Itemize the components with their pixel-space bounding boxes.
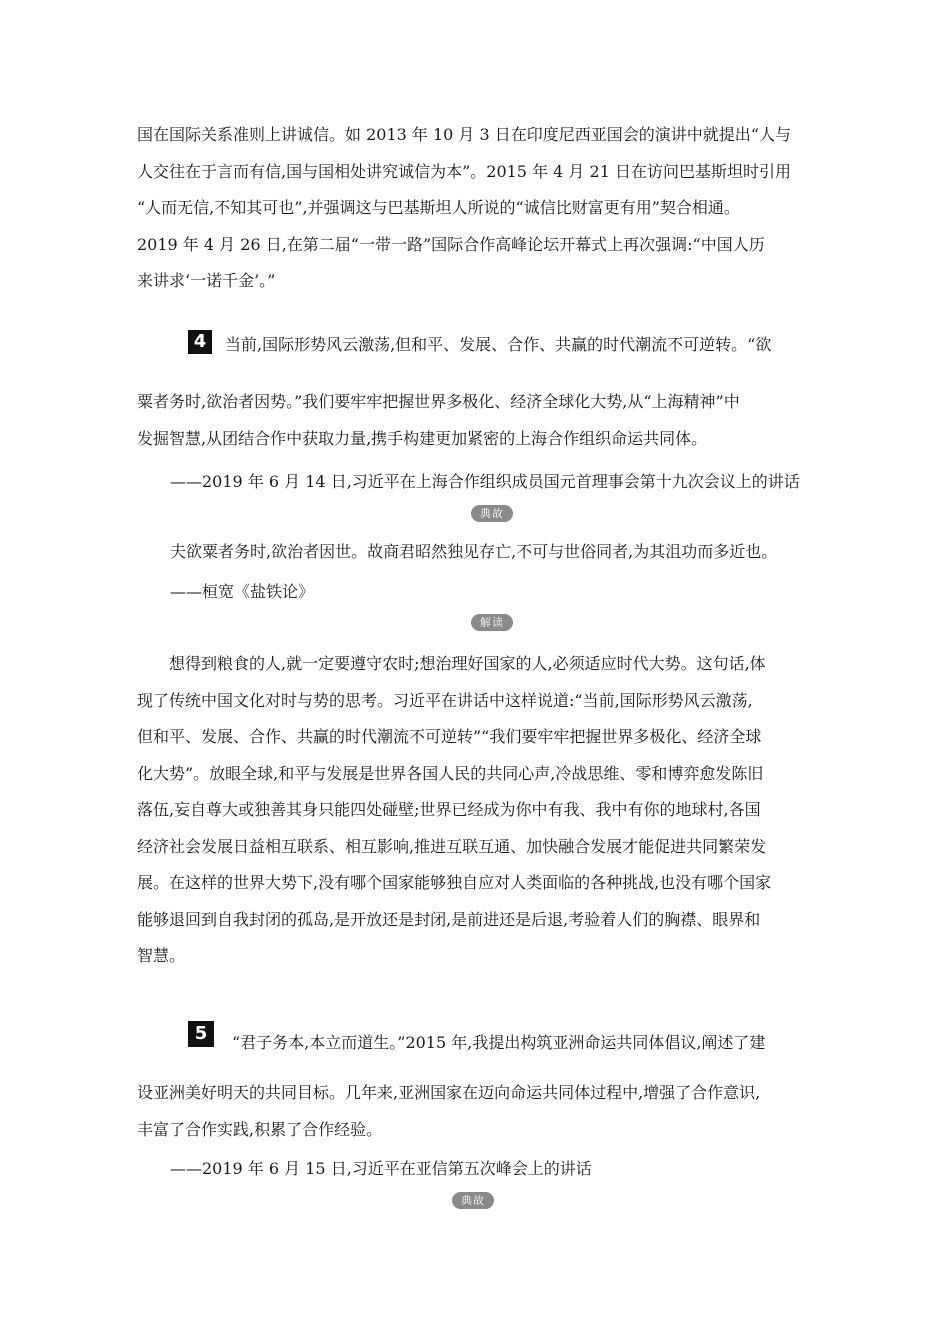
text-line: 展。在这样的世界大势下,没有哪个国家能够独自应对人类面临的各种挑战,也没有哪个国家 [137,873,772,892]
text-line: 想得到粮食的人,就一定要遵守农时;想治理好国家的人,必须适应时代大势。这句话,体 [169,654,766,673]
text-line: 但和平、发展、合作、共赢的时代潮流不可逆转”“我们要牢牢把握世界多极化、经济全球 [137,727,762,746]
quote-paragraph [137,384,827,457]
text-line: 来讲求‘一诺千金’。” [137,271,276,290]
text-line: 设亚洲美好明天的共同目标。几年来,亚洲国家在迈向命运共同体过程中,增强了合作意识, [137,1083,761,1102]
text-line: 智慧。 [137,946,186,965]
text-line: 粟者务时,欲治者因势。”我们要牢牢把握世界多极化、经济全球化大势,从“上海精神”中 [137,392,740,411]
text-line: 化大势”。放眼全球,和平与发展是世界各国人民的共同心声,冷战思维、零和博弈愈发陈旧 [137,763,764,783]
section-number-badge: 4 [188,330,212,354]
allusion-text: 夫欲粟者务时,欲治者因世。故商君昭然独见存亡,不可与世俗同者,为其沮功而多近也。 [170,542,778,561]
text-line: 经济社会发展日益相互联系、相互影响,推进互联互通、加快融合发展才能促进共同繁荣发 [137,836,767,856]
text-line: 能够退回到自我封闭的孤岛,是开放还是封闭,是前进还是后退,考验着人们的胸襟、眼界和 [137,909,761,929]
allusion-badge: 典故 [452,1192,494,1209]
interpretation-badge: 解读 [471,614,513,631]
quote-first-line: “君子务本,本立而道生。”2015 年,我提出构筑亚洲命运共同体倡议,阐述了建 [232,1033,766,1052]
quote-paragraph [137,1075,827,1148]
allusion-badge: 典故 [471,505,513,522]
text-line: 发掘智慧,从团结合作中获取力量,携手构建更加紧密的上海合作组织命运共同体。 [137,428,708,448]
quote-source: ——2019 年 6 月 14 日,习近平在上海合作组织成员国元首理事会第十九次会议上的讲话 [170,472,800,491]
text-line: 人交往在于言而有信,国与国相处讲究诚信为本”。2015 年 4 月 21 日在访问巴基斯坦时引用 [137,161,791,181]
text-line: “人而无信,不知其可也”,并强调这与巴基斯坦人所说的“诚信比财富更有用”契合相通。 [137,198,740,217]
text-line: 落伍,妄自尊大或独善其身只能四处碰壁;世界已经成为你中有我、我中有你的地球村,各国 [137,800,761,819]
allusion-source: ——桓宽《盐铁论》 [170,582,315,601]
text-line: 2019 年 4 月 26 日,在第二届“一带一路”国际合作高峰论坛开幕式上再次强调:“中国人历 [137,234,765,254]
text-line: 现了传统中国文化对时与势的思考。习近平在讲话中这样说道:“当前,国际形势风云激荡, [137,690,753,710]
interpretation-paragraph [137,646,827,975]
quote-first-line: 当前,国际形势风云激荡,但和平、发展、合作、共赢的时代潮流不可逆转。“欲 [225,335,772,354]
text-line: 丰富了合作实践,积累了合作经验。 [137,1119,383,1139]
quote-source: ——2019 年 6 月 15 日,习近平在亚信第五次峰会上的讲话 [170,1159,592,1178]
text-line: 国在国际关系准则上讲诚信。如 2013 年 10 月 3 日在印度尼西亚国会的演讲中就提出“人与 [137,125,791,144]
intro-paragraph [137,117,827,300]
section-number-badge: 5 [188,1021,214,1047]
